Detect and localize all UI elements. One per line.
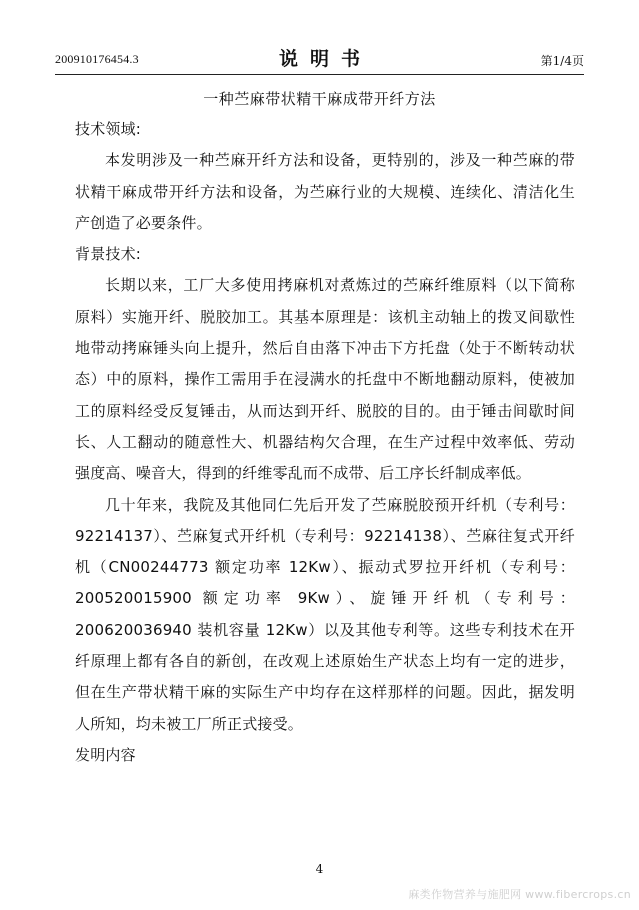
paragraph-background-2: 几十年来，我院及其他同仁先后开发了苎麻脱胶预开纤机（专利号：92214137）、苎麻复式开纤机（专利号：92214138）、苎麻往复式开纤机（CN00244773 额定功率 12Kw）、振动式罗拉开纤机（专利号：200520015900 额定功率 9Kw）、旋锤开纤机（专利号：200620036940 装机容量 12Kw）以及其他专利等。这些专利技术在开纤原理上都有各自的新创，在改观上述原始生产状态上均有一定的进步，但在生产带状精干麻的实际生产中均存在这样那样的问题。因此，据发明人所知，均未被工厂所正式接受。: [75, 495, 575, 733]
application-number: 200910176454.3: [55, 52, 139, 66]
section-heading-background: 背景技术:: [75, 245, 142, 264]
document-title: 一种苎麻带状精干麻成带开纤方法: [203, 90, 436, 108]
page-indicator: 第1/4页: [540, 54, 584, 68]
section-heading-invention-content: 发明内容: [75, 745, 136, 764]
page-header: [55, 44, 584, 74]
page-number: 4: [315, 862, 324, 876]
watermark: 麻类作物营养与施肥网 www.fibercrops.cn: [408, 888, 631, 901]
section-heading-technical-field: 技术领域:: [75, 120, 142, 138]
paragraph-background-1: 长期以来，工厂大多使用拷麻机对煮炼过的苎麻纤维原料（以下简称原料）实施开纤、脱胶加工。其基本原理是：该机主动轴上的拨叉间歇性地带动拷麻锤头向上提升，然后自由落下冲击下方托盘（处于不断转动状态）中的原料，操作工需用手在浸满水的托盘中不断地翻动原料，使被加工的原料经受反复锤击，从而达到开纤、脱胶的目的。由于锤击间歇时间长、人工翻动的随意性大、机器结构欠合理，在生产过程中效率低、劳动强度高、噪音大，得到的纤维零乱而不成带、后工序长纤制成率低。: [75, 276, 575, 483]
header-divider: [55, 74, 584, 75]
paragraph-technical-field: 本发明涉及一种苎麻开纤方法和设备，更特别的，涉及一种苎麻的带状精干麻成带开纤方法和设备，为苎麻行业的大规模、连续化、清洁化生产创造了必要条件。: [75, 151, 575, 232]
document-type-heading: 说明书: [278, 48, 372, 70]
document-body: [75, 114, 575, 771]
